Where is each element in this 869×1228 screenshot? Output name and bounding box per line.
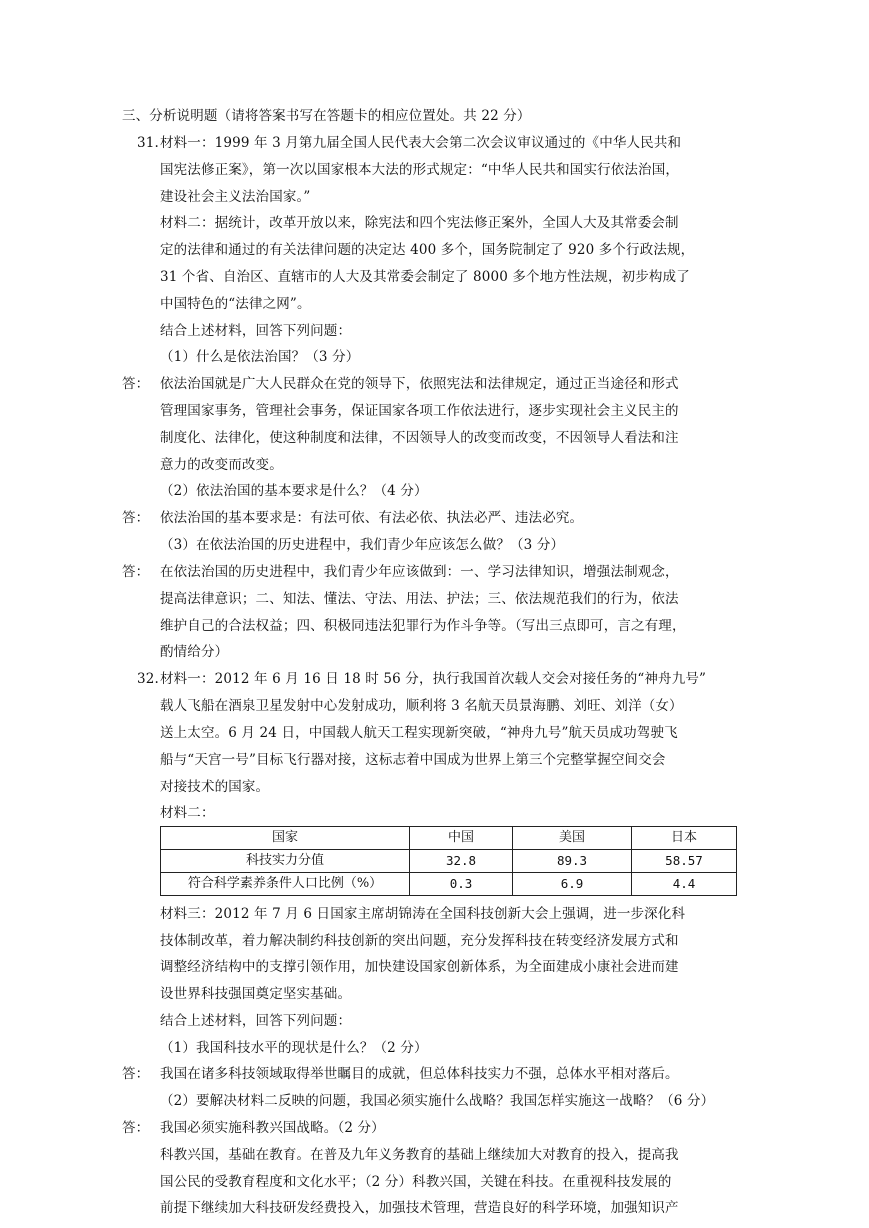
q32-ans1: 我国在诸多科技领域取得举世瞩目的成就，但总体科技实力不强，总体水平相对落后。 [160,1066,679,1082]
q32-material1-line: 材料一：2012 年 6 月 16 日 18 时 56 分，执行我国首次载人交会对接任务的“神舟九号” [160,671,707,687]
q31-ans3-line: 维护自己的合法权益；四、积极同违法犯罪行为作斗争等。（写出三点即可，言之有理， [160,618,686,634]
q32-sub2: （2）要解决材料二反映的问题，我国必须实施什么战略？我国怎样实施这一战略？（6 分） [160,1093,715,1109]
q31-number: 31. [137,135,159,151]
q31-material2-line: 31 个省、自治区、直辖市的人大及其常委会制定了 8000 多个地方性法规，初步构成了 [160,269,690,285]
table-cell: 58.57 [632,850,737,873]
q32-material3-line: 设世界科技强国奠定坚实基础。 [160,986,352,1002]
table-row [161,850,737,873]
q32-number: 32. [137,671,159,687]
q31-material2-line: 材料二：据统计，改革开放以来，除宪法和四个宪法修正案外，全国人大及其常委会制 [160,215,679,231]
table-cell: 符合科学素养条件人口比例（%） [161,873,410,896]
q32-ans2-label: 答： [122,1120,150,1136]
q31-ans3-line: 提高法律意识；二、知法、懂法、守法、用法、护法；三、依法规范我们的行为，依法 [160,591,679,607]
q31-material1-line: 国宪法修正案》，第一次以国家根本大法的形式规定：“中华人民共和国实行依法治国， [160,162,680,178]
section-heading: 三、分析说明题（请将答案书写在答题卡的相应位置处。共 22 分） [122,108,531,124]
q32-ans2-line: 科教兴国，基础在教育。在普及九年义务教育的基础上继续加大对教育的投入，提高我 [160,1147,679,1163]
table-header-row [161,827,737,850]
q31-ans1-line: 管理国家事务，管理社会事务，保证国家各项工作依法进行，逐步实现社会主义民主的 [160,403,679,419]
q31-ans1-line: 依法治国就是广大人民群众在党的领导下，依照宪法和法律规定，通过正当途径和形式 [160,376,679,392]
q31-ans3-line: 在依法治国的历史进程中，我们青少年应该做到：一、学习法律知识，增强法制观念， [160,564,679,580]
table-header-cell: 国家 [161,827,410,850]
q32-material2-label: 材料二： [160,805,215,821]
q32-material1-line: 船与“天宫一号”目标飞行器对接，这标志着中国成为世界上第三个完整掌握空间交会 [160,752,666,768]
q31-sub1: （1）什么是依法治国？（3 分） [160,349,360,365]
q32-ans2-line: 前提下继续加大科技研发经费投入，加强技术管理，营造良好的科学环境，加强知识产 [160,1200,679,1216]
table-cell: 89.3 [513,850,632,873]
q31-ans1-label: 答： [122,376,150,392]
q31-sub3: （3）在依法治国的历史进程中，我们青少年应该怎么做？（3 分） [160,537,565,553]
table-cell: 32.8 [410,850,513,873]
q32-material1-line: 对接技术的国家。 [160,779,270,795]
q31-ans3-line: 酌情给分） [160,644,229,660]
q31-material2-line: 中国特色的“法律之网”。 [160,296,311,312]
q31-ans1-line: 制度化、法律化，使这种制度和法律，不因领导人的改变而改变，不因领导人看法和注 [160,430,679,446]
q32-sub1: （1）我国科技水平的现状是什么？（2 分） [160,1040,428,1056]
q32-material1-line: 送上太空。6 月 24 日，中国载人航天工程实现新突破，“神舟九号”航天员成功驾驶飞 [160,725,678,741]
q31-ans2: 依法治国的基本要求是：有法可依、有法必依、执法必严、违法必究。 [160,510,584,526]
q32-material1-line: 载人飞船在酒泉卫星发射中心发射成功，顺利将 3 名航天员景海鹏、刘旺、刘洋（女） [160,698,683,714]
table-header-cell: 日本 [632,827,737,850]
q32-material3-line: 材料三：2012 年 7 月 6 日国家主席胡锦涛在全国科技创新大会上强调，进一步深化科 [160,906,686,922]
q32-ans1-label: 答： [122,1066,150,1082]
q31-material2-line: 定的法律和通过的有关法律问题的决定达 400 多个，国务院制定了 920 多个行政法规， [160,242,695,258]
q32-material3-line: 调整经济结构中的支撑引领作用，加快建设国家创新体系，为全面建成小康社会进而建 [160,959,679,975]
q31-prompt: 结合上述材料，回答下列问题： [160,323,352,339]
table-row [161,873,737,896]
table-cell: 科技实力分值 [161,850,410,873]
q31-ans2-label: 答： [122,510,150,526]
table-cell: 0.3 [410,873,513,896]
q32-ans2-line: 我国必须实施科教兴国战略。（2 分） [160,1120,385,1136]
comparison-table [160,826,737,896]
q31-ans3-label: 答： [122,564,150,580]
table-header-cell: 中国 [410,827,513,850]
table-header-cell: 美国 [513,827,632,850]
table-cell: 4.4 [632,873,737,896]
q31-ans1-line: 意力的改变而改变。 [160,457,283,473]
q32-material3-line: 技体制改革，着力解决制约科技创新的突出问题，充分发挥科技在转变经济发展方式和 [160,933,679,949]
q31-material1-line: 建设社会主义法治国家。” [160,189,311,205]
table-cell: 6.9 [513,873,632,896]
q31-sub2: （2）依法治国的基本要求是什么？（4 分） [160,483,428,499]
q31-material1-line: 材料一：1999 年 3 月第九届全国人民代表大会第二次会议审议通过的《中华人民共和 [160,135,682,151]
q32-ans2-line: 国公民的受教育程度和文化水平；（2 分）科教兴国，关键在科技。在重视科技发展的 [160,1174,672,1190]
q32-prompt: 结合上述材料，回答下列问题： [160,1013,352,1029]
